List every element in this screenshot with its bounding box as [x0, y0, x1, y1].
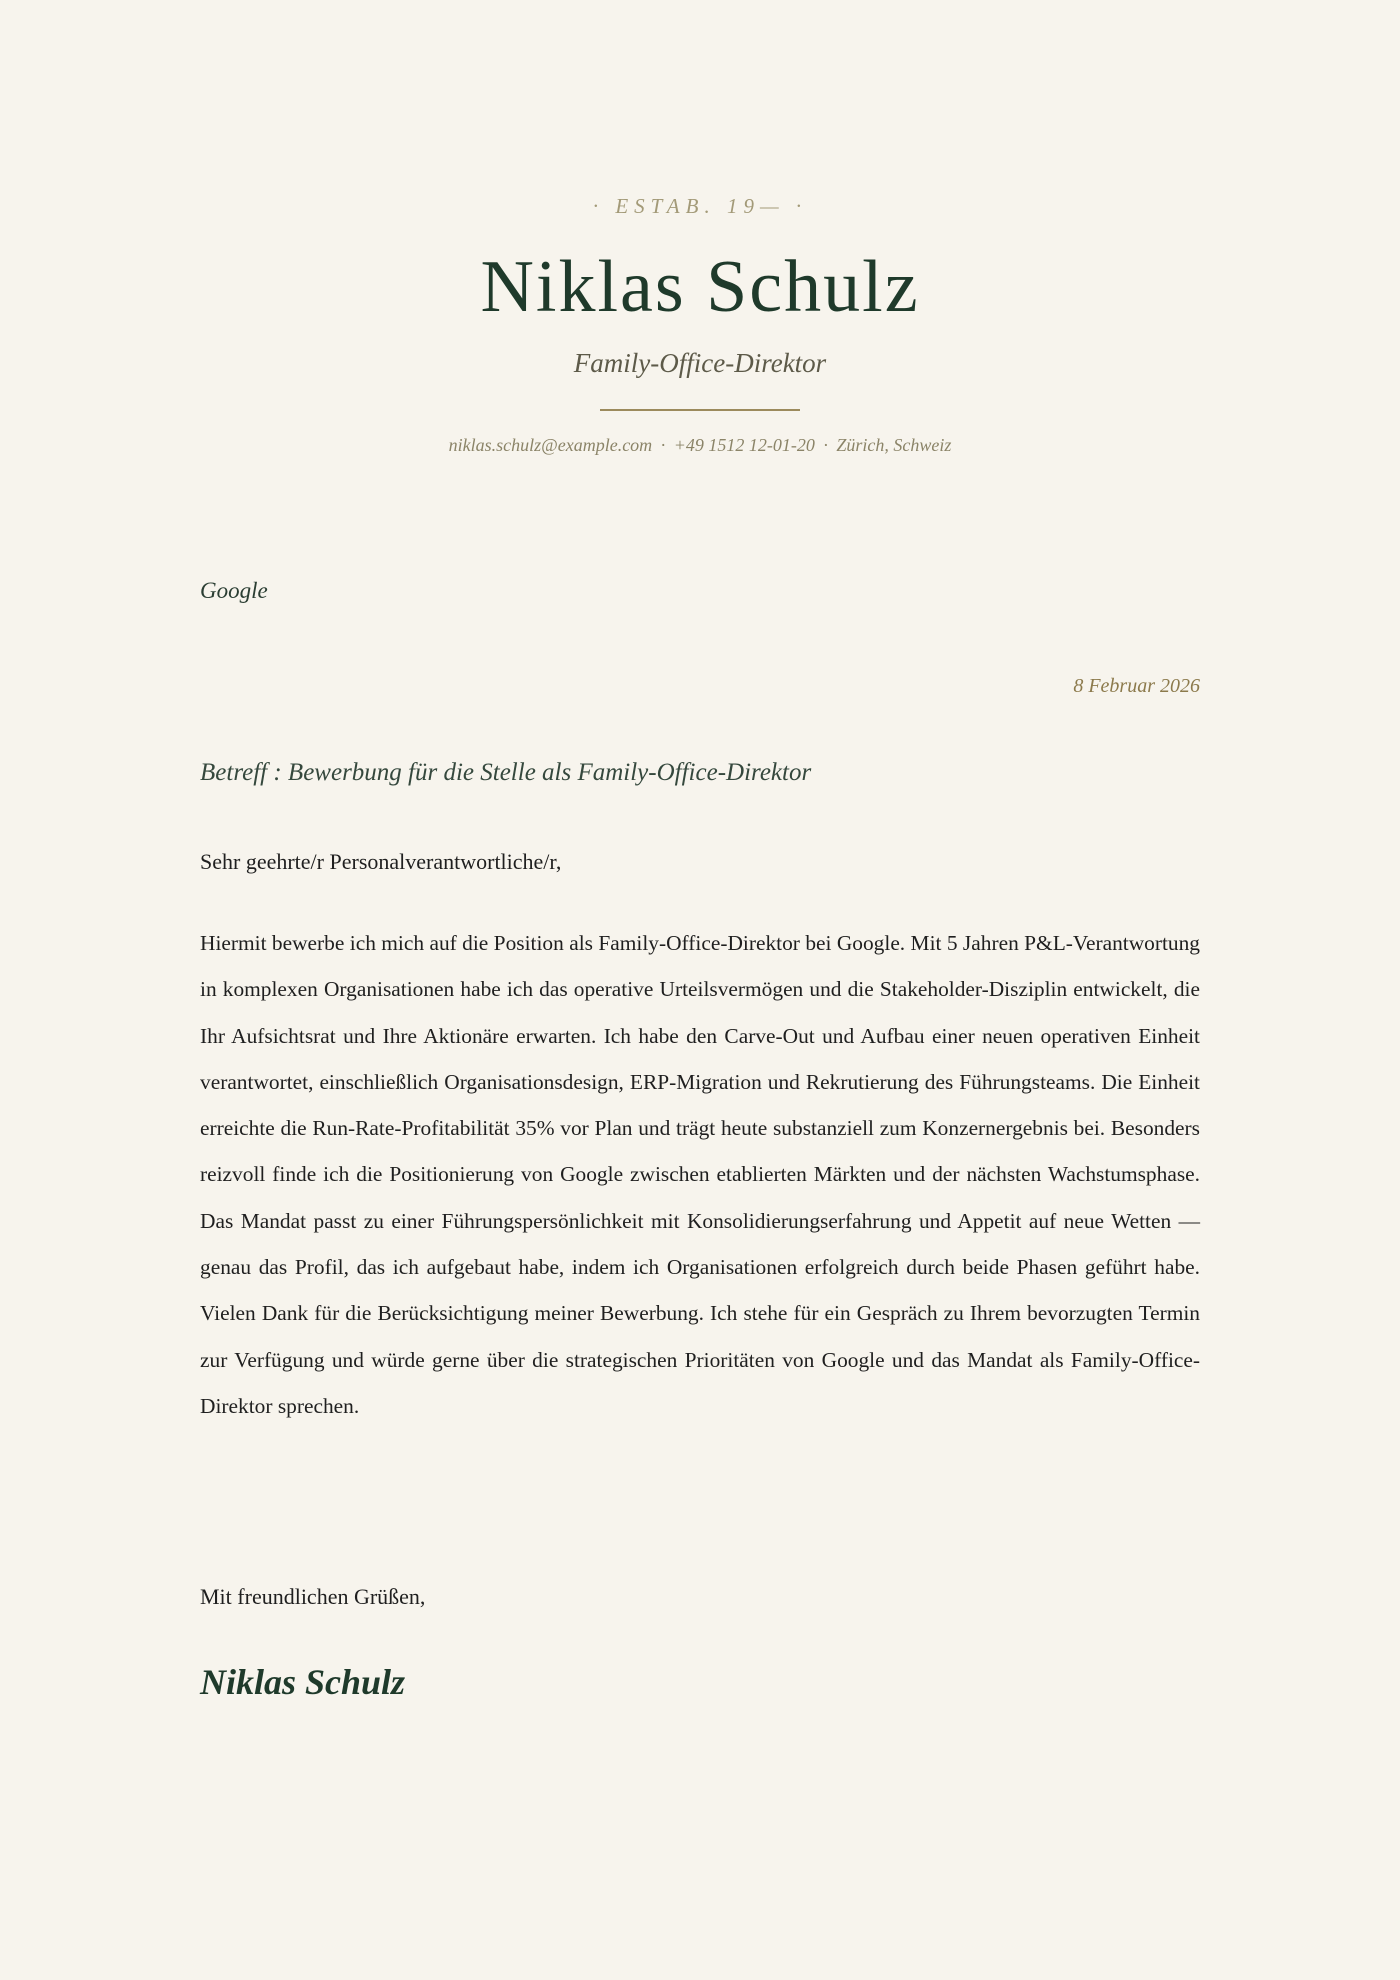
letter-date: 8 Februar 2026	[1073, 675, 1200, 697]
estab-line: · ESTAB. 19— ·	[592, 194, 808, 218]
recipient-company: Google	[200, 578, 268, 603]
contact-separator: ·	[823, 435, 828, 455]
contact-location: Zürich, Schweiz	[836, 435, 952, 455]
header-divider	[600, 409, 800, 411]
letter-subject: Betreff : Bewerbung für die Stelle als Family-Office-Direktor	[200, 759, 812, 786]
contact-email: niklas.schulz@example.com	[448, 435, 653, 455]
salutation: Sehr geehrte/r Personalverantwortliche/r,	[200, 849, 562, 874]
sender-role: Family-Office-Direktor	[573, 348, 827, 378]
sender-name: Niklas Schulz	[480, 246, 920, 328]
contact-separator: ·	[660, 435, 666, 455]
letter-body: Hiermit bewerbe ich mich auf die Position als Family-Office-Direktor bei Google. Mit 5 Jahren P&L-Verantwortung in komplexen Organisationen habe ich das operative Urteilsvermögen und die Stakeholder-Disziplin entwickelt, die Ihr Aufsichtsrat und Ihre Aktionäre erwarten. Ich habe den Carve-Out und Aufbau einer neuen operativen Einheit verantwortet, einschließlich Organisationsdesign, ERP-Migration und Rekrutierung des Führungsteams. Die Einheit erreichte die Run-Rate-Profitabilität 35% vor Plan und trägt heute substanziell zum Konzernergebnis bei. Besonders reizvoll finde ich die Positionierung von Google zwischen etablierten Märkten und der nächsten Wachstumsphase. Das Mandat passt zu einer Führungspersönlichkeit mit Konsolidierungserfahrung und Appetit auf neue Wetten — genau das Profil, das ich aufgebaut habe, indem ich Organisationen erfolgreich durch beide Phasen geführt habe. Vielen Dank für die Berücksichtigung meiner Bewerbung. Ich stehe für ein Gespräch zu Ihrem bevorzugten Termin zur Verfügung und würde gerne über die strategischen Prioritäten von Google und das Mandat als Family-Office-Direktor sprechen.	[200, 931, 1200, 1418]
contact-line	[0, 431, 1400, 459]
closing: Mit freundlichen Grüßen,	[200, 1584, 426, 1609]
contact-phone: +49 1512 12-01-20	[673, 435, 815, 455]
signature: Niklas Schulz	[200, 1662, 406, 1702]
